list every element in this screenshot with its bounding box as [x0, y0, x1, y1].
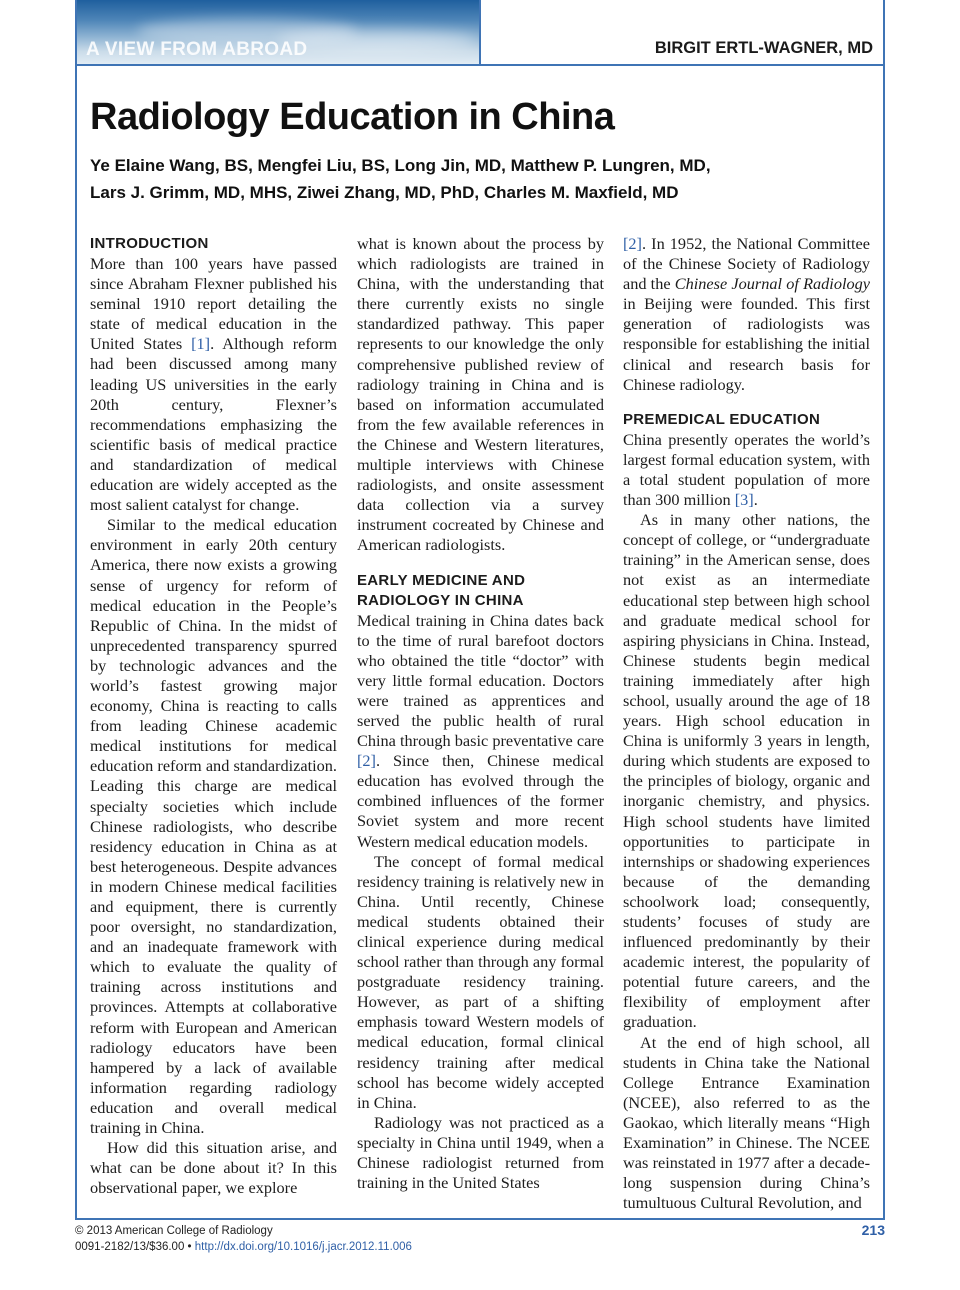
- section-heading: INTRODUCTION: [90, 235, 209, 252]
- reference-link[interactable]: [2]: [623, 234, 642, 253]
- issn-price: 0091-2182/13/$36.00 •: [75, 1241, 195, 1253]
- author-line: Ye Elaine Wang, BS, Mengfei Liu, BS, Long Jin, MD, Matthew P. Lungren, MD,: [90, 156, 711, 175]
- text-column-3: [623, 234, 870, 1213]
- text-column-2: [357, 234, 604, 1193]
- paragraph: [623, 234, 870, 395]
- paragraph: what is known about the process by which radiologists are trained in China, with the understanding that there currently exists no single standardized pathway. This paper represents to our knowledge the only comprehensive published review of radiology training in China and is based on information accumulated from the few available references in the Chinese and Western literatures, multiple interviews with Chinese radiologists, and onsite assessment data collection via a survey instrument cocreated by Chinese and American radiologists.: [357, 234, 604, 555]
- paragraph: The concept of formal medical residency training is relatively new in China. Until recently, Chinese medical students obtained their clinical experience during medical school rather than through any formal postgraduate residency training. However, as part of a shifting emphasis toward Western models of medical education, formal clinical residency training after medical school has become widely accepted in China.: [357, 851, 604, 1112]
- paragraph: [90, 254, 337, 515]
- paragraph-text: More than 100 years have passed since Abraham Flexner published his seminal 1910 report detailing the state of medical education in the United States: [90, 254, 337, 354]
- paragraph: As in many other nations, the concept of college, or “undergraduate training” in the American sense, does not exist as an intermediate educational step between high school and graduate medical school for aspiring physicians in China. Instead, Chinese students begin medical training immediately after high school, usually around the age of 18 years. High school education in China is uniformly 3 years in length, during which students are exposed to the principles of biology, organic and inorganic chemistry, and physics. High school students have limited opportunities to participate in internships or shadowing experiences because of the demanding schoolwork load; consequently, students’ focuses of study are influenced predominantly by their academic interest, the popularity of potential future careers, and the flexibility of employment after graduation.: [623, 510, 870, 1032]
- paragraph-text: . Since then, Chinese medical education has evolved through the combined influences of the former Soviet system and more recent Western medical education models.: [357, 751, 604, 851]
- paragraph: Radiology was not practiced as a specialty in China until 1949, when a Chinese radiologist returned from training in the United States: [357, 1112, 604, 1193]
- article-title: Radiology Education in China: [90, 96, 615, 138]
- paragraph-text: China presently operates the world’s largest formal education system, with a total student population of more than 300 million: [623, 429, 870, 510]
- paragraph: [357, 611, 604, 852]
- paragraph-text: . In 1952, the National Committee of the Chinese Society of Radiology and the: [623, 234, 870, 294]
- author-line: Lars J. Grimm, MD, MHS, Ziwei Zhang, MD, PhD, Charles M. Maxfield, MD: [90, 183, 679, 202]
- paragraph-text: Medical training in China dates back to the time of rural barefoot doctors who obtained the title “doctor” with very little formal education. Doctors were trained as apprentices and served the public health of rural China through basic preventative care: [357, 610, 604, 751]
- paragraph: [623, 430, 870, 510]
- heading-line: RADIOLOGY IN CHINA: [357, 591, 524, 609]
- section-heading: [357, 571, 604, 611]
- copyright: © 2013 American College of Radiology: [75, 1225, 273, 1237]
- section-kicker: A VIEW FROM ABROAD: [86, 39, 308, 60]
- page-number: 213: [861, 1222, 885, 1238]
- banner-divider: [479, 0, 481, 64]
- paragraph-text: .: [753, 490, 758, 510]
- heading-line: EARLY MEDICINE AND: [357, 571, 526, 589]
- header-rule-left: [77, 64, 479, 66]
- paragraph-text: in Beijing were founded. This first generation of radiologists was responsible for establishing the initial clinical and research basis for Chinese radiology.: [623, 294, 870, 394]
- reference-link[interactable]: [3]: [734, 490, 754, 510]
- issn-doi-line: [75, 1239, 412, 1255]
- paragraph: Similar to the medical education environment in early 20th century America, there now exists a growing sense of urgency for reform of medical education in the People’s Republic of China. In the midst of unprecedented transparency spurred by technologic advances and the world’s fastest growing major economy, China is reacting to calls from leading Chinese academic medical institutions for medical education reform and standardization. Leading this charge are medical specialty societies which include Chinese radiologists, who describe residency education in China as at best heterogeneous. Despite advances in modern Chinese medical facilities and equipment, there is currently poor oversight, no standardization, and an inadequate framework with which to evaluate the quality of training across institutions and provinces. Attempts at collaborative reform with European and American radiology educators have been hampered by a lack of available information regarding radiology education and overall medical training in China.: [90, 515, 337, 1138]
- reference-link[interactable]: [1]: [191, 334, 211, 354]
- header-rule-right: [479, 64, 885, 66]
- footer-info: [75, 1223, 412, 1255]
- author-list: [90, 152, 870, 206]
- column-author: BIRGIT ERTL-WAGNER, MD: [654, 39, 873, 57]
- section-heading: PREMEDICAL EDUCATION: [623, 410, 821, 428]
- paragraph-text: . Although reform had been discussed among many leading US universities in the early 20th century, Flexner’s recommendations emphasizing the scientific basis of medical practice and standardization of medical education are widely accepted as the most salient catalyst for change.: [90, 334, 337, 515]
- spacer: [623, 395, 870, 410]
- text-column-1: [90, 234, 337, 1198]
- paragraph: How did this situation arise, and what can be done about it? In this observational paper, we explore: [90, 1138, 337, 1198]
- section-banner: [77, 0, 479, 64]
- journal-name: Chinese Journal of Radiology: [674, 274, 870, 294]
- paragraph: At the end of high school, all students in China take the National College Entrance Examination (NCEE), also referred to as the Gaokao, which literally means “High Examination” in Chinese. The NCEE was reinstated in 1977 after a decade-long suspension during China’s tumultuous Cultural Revolution, and: [623, 1032, 870, 1213]
- spacer: [357, 556, 604, 571]
- doi-link[interactable]: http://dx.doi.org/10.1016/j.jacr.2012.11.006: [194, 1241, 412, 1253]
- reference-link[interactable]: [2]: [357, 751, 376, 771]
